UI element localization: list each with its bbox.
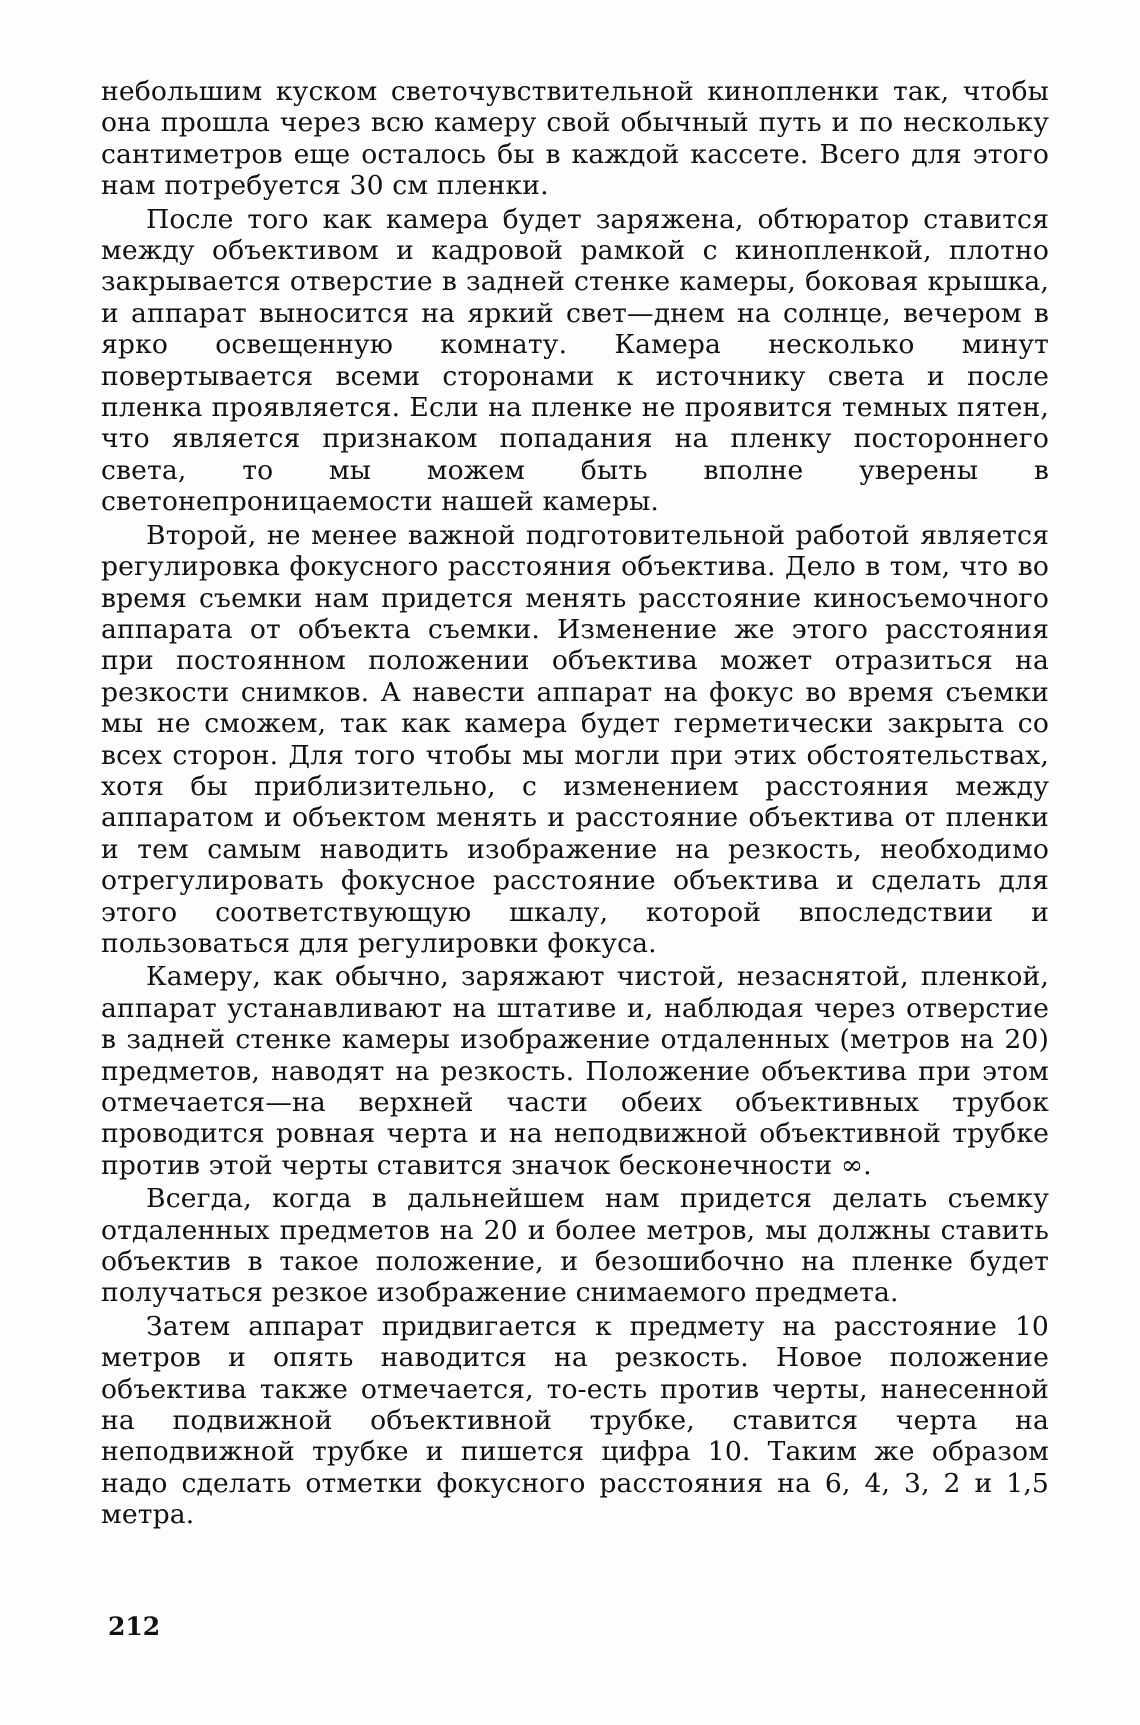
paragraph-distant-objects: Всегда, когда в дальнейшем нам придется делать съемку отдаленных предметов на 20 и более метров, мы должны ставить объектив в такое положение, и безошибочно на пленке будет получаться резкое изображение снимаемого предмета.	[101, 1183, 1049, 1309]
paragraph-focus-regulation: Второй, не менее важной подготовительной работой является регулировка фокусного расстояния объектива. Дело в том, что во время съемки нам придется менять расстояние киносъемочного аппарата от объекта съемки. Изменение же этого расстояния при постоянном положении объектива может отразиться на резкости снимков. А навести аппарат на фокус во время съемки мы не сможем, так как камера будет герметически закрыта со всех сторон. Для того чтобы мы могли при этих обстоятельствах, хотя бы приблизительно, с изменением расстояния между аппаратом и объектом менять и расстояние объектива от пленки и тем самым наводить изображение на резкость, необходимо отрегулировать фокусное расстояние объектива и сделать для этого соответствующую шкалу, которой впоследствии и пользоваться для регулировки фокуса.	[101, 519, 1049, 959]
paragraph-camera-test: После того как камера будет заряжена, обтюратор ставится между объективом и кадровой рамкой с кинопленкой, плотно закрывается отверстие в задней стенке камеры, боковая крышка, и аппарат выносится на яркий свет—днем на солнце, вечером в ярко освещенную комнату. Камера несколько минут повертывается всеми сторонами к источнику света и после пленка проявляется. Если на пленке не проявится темных пятен, что является признаком попадания на пленку постороннего света, то мы можем быть вполне уверены в светонепроницаемости нашей камеры.	[101, 203, 1049, 518]
body-text	[101, 76, 1049, 1531]
paragraph-distance-marks: Затем аппарат придвигается к предмету на расстояние 10 метров и опять наводится на резкость. Новое положение объектива также отмечается, то-есть против черты, нанесенной на подвижной объективной трубке, ставится черта на неподвижной трубке и пишется цифра 10. Таким же образом надо сделать отметки фокусного расстояния на 6, 4, 3, 2 и 1,5 метра.	[101, 1310, 1049, 1531]
page-number: 212	[108, 1612, 161, 1641]
paragraph-continuation: небольшим куском светочувствительной кинопленки так, чтобы она прошла через всю камеру свой обычный путь и по нескольку сантиметров еще осталось бы в каждой кассете. Всего для этого нам потребуется 30 см пленки.	[101, 76, 1049, 202]
paragraph-infinity-mark: Камеру, как обычно, заряжают чистой, незаснятой, пленкой, аппарат устанавливают на штативе и, наблюдая через отверстие в задней стенке камеры изображение отдаленных (метров на 20) предметов, наводят на резкость. Положение объектива при этом отмечается—на верхней части обеих объективных трубок проводится ровная черта и на неподвижной объективной трубке против этой черты ставится значок бесконечности ∞.	[101, 961, 1049, 1181]
